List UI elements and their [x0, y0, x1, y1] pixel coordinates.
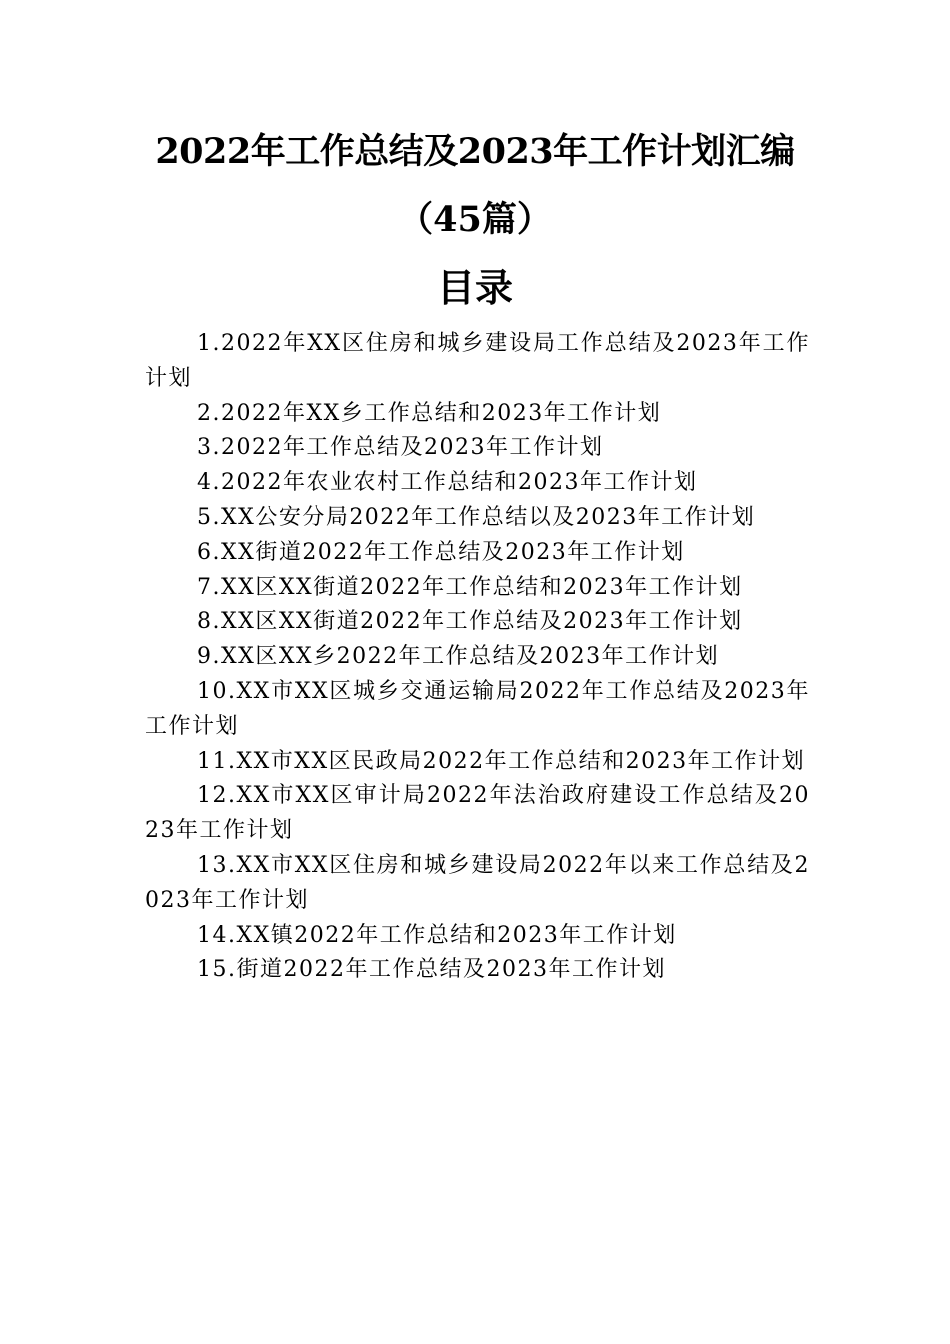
toc-item-6[interactable]: 6.XX街道2022年工作总结及2023年工作计划 — [197, 539, 685, 565]
toc-item-3[interactable]: 3.2022年工作总结及2023年工作计划 — [197, 435, 604, 461]
toc-item-8[interactable]: 8.XX区XX街道2022年工作总结及2023年工作计划 — [197, 609, 743, 635]
document-count: （45篇） — [398, 199, 552, 240]
toc-item-13[interactable]: 13.XX市XX区住房和城乡建设局2022年以来工作总结及2023年工作计划 — [145, 852, 810, 913]
toc-item-14[interactable]: 14.XX镇2022年工作总结和2023年工作计划 — [197, 922, 677, 948]
toc-list — [145, 327, 810, 988]
toc-item-9[interactable]: 9.XX区XX乡2022年工作总结及2023年工作计划 — [197, 644, 720, 670]
toc-item-10[interactable]: 10.XX市XX区城乡交通运输局2022年工作总结及2023年工作计划 — [145, 678, 810, 739]
toc-item-12[interactable]: 12.XX市XX区审计局2022年法治政府建设工作总结及2023年工作计划 — [145, 783, 810, 844]
toc-item-1[interactable]: 1.2022年XX区住房和城乡建设局工作总结及2023年工作计划 — [145, 331, 810, 391]
toc-item-11[interactable]: 11.XX市XX区民政局2022年工作总结和2023年工作计划 — [197, 748, 806, 774]
toc-item-2[interactable]: 2.2022年XX乡工作总结和2023年工作计划 — [197, 400, 662, 426]
toc-item-4[interactable]: 4.2022年农业农村工作总结和2023年工作计划 — [197, 470, 698, 496]
toc-item-5[interactable]: 5.XX公安分局2022年工作总结以及2023年工作计划 — [197, 504, 756, 530]
document-title: 2022年工作总结及2023年工作计划汇编 — [155, 131, 795, 172]
toc-item-15[interactable]: 15.街道2022年工作总结及2023年工作计划 — [197, 957, 666, 983]
toc-heading: 目录 — [436, 265, 513, 310]
toc-item-7[interactable]: 7.XX区XX街道2022年工作总结和2023年工作计划 — [197, 574, 743, 600]
